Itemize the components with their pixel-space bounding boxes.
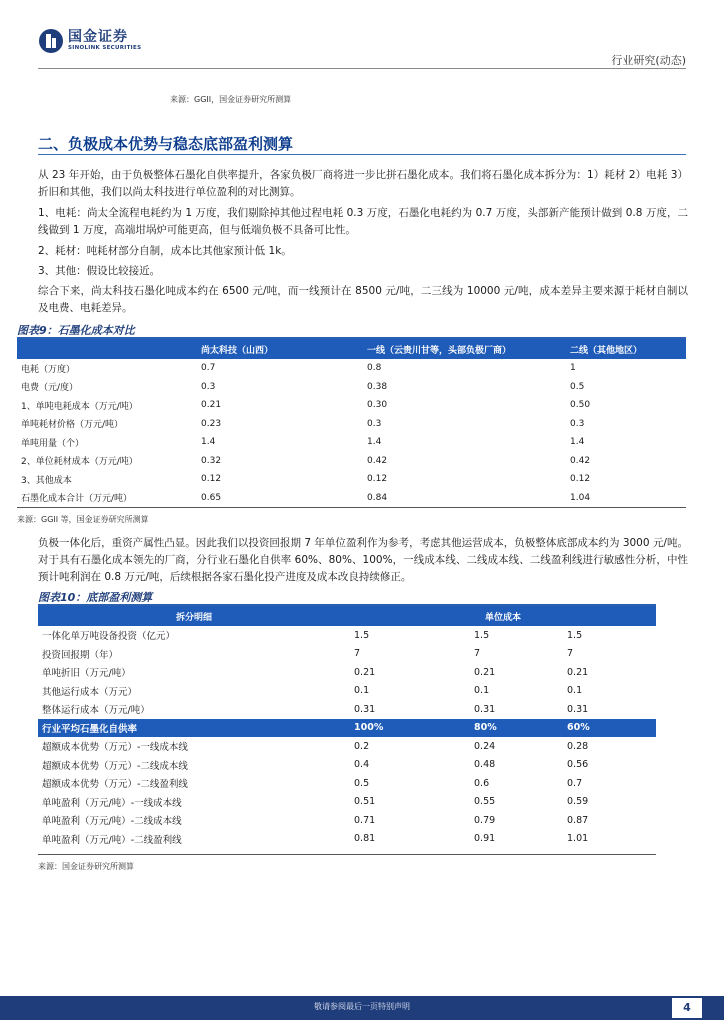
- table-cell: 其他运行成本（万元）: [42, 686, 138, 698]
- table-cell: 超额成本优势（万元）-一线成本线: [42, 742, 188, 754]
- table-cell: 0.42: [570, 455, 591, 466]
- table-row: [38, 682, 656, 701]
- table-row: [38, 737, 656, 756]
- table-cell: 0.84: [367, 492, 388, 503]
- table-cell: 0.59: [567, 796, 589, 808]
- figure10-source: 来源：国金证券研究所测算: [38, 862, 134, 871]
- table-cell: 0.28: [567, 740, 589, 752]
- table-header-cell: 拆分明细: [38, 606, 350, 626]
- table-header-cell: 尚太科技（山西）: [197, 339, 363, 359]
- table-cell: 1: [570, 363, 576, 374]
- figure10-title: 图表10：底部盈利测算: [38, 591, 153, 604]
- table-cell: 单吨盈利（万元/吨）-一线成本线: [42, 797, 182, 809]
- table-row: [38, 811, 656, 830]
- paragraph-other: 3、其他：假设比较接近。: [38, 265, 161, 277]
- table-cell: 单吨折旧（万元/吨）: [42, 668, 131, 680]
- table-cell: 0.55: [474, 796, 496, 808]
- table-header-cell: 二线（其他地区）: [566, 339, 686, 359]
- table-cell: 0.31: [474, 703, 496, 715]
- sinolink-logo-icon: [38, 28, 64, 54]
- table-cell: 100%: [350, 719, 470, 738]
- table-cell: 0.31: [354, 703, 376, 715]
- footer-disclaimer-link: 敬请参阅最后一页特别声明: [314, 1002, 410, 1011]
- table-cell: 1.5: [474, 629, 490, 641]
- table-cell: 0.32: [201, 455, 222, 466]
- paragraph-intro: 从 23 年开始，由于负极整体石墨化自供率提升，各家负极厂商将进一步比拼石墨化成本。我们将石墨化成本拆分为：1）耗材 2）电耗 3）折旧和其他，我们以尚太科技进行单位盈利的对比测算。: [38, 169, 688, 198]
- table-cell: 单吨耗材价格（万元/吨）: [21, 420, 124, 431]
- page-number: 4: [672, 998, 702, 1018]
- table-row: [17, 378, 686, 397]
- table-cell: 0.6: [474, 777, 490, 789]
- table-cell: 0.4: [354, 759, 370, 771]
- table-row: [38, 793, 656, 812]
- table-cell: 1.4: [367, 437, 382, 448]
- table-cell: 7: [474, 648, 481, 660]
- figure9-title: 图表9：石墨化成本对比: [17, 324, 135, 337]
- table-cell: 0.12: [570, 474, 591, 485]
- table-cell: 单吨盈利（万元/吨）-二线成本线: [42, 816, 182, 828]
- header-divider: [38, 68, 686, 69]
- table-cell: 1.04: [570, 492, 591, 503]
- table-cell: 0.21: [354, 666, 376, 678]
- page-header: [0, 0, 724, 70]
- table-cell: 0.3: [201, 381, 216, 392]
- table-row: [17, 470, 686, 489]
- table-cell: 整体运行成本（万元/吨）: [42, 705, 150, 717]
- table-cell: 0.79: [474, 814, 496, 826]
- section-divider: [38, 154, 686, 155]
- table-cell: 1.5: [567, 629, 583, 641]
- table-row: [17, 415, 686, 434]
- table-cell: 0.38: [367, 381, 388, 392]
- paragraph-summary: 综合下来，尚太科技石墨化吨成本约在 6500 元/吨，而一线预计在 8500 元/吨，二三线为 10000 元/吨，成本差异主要来源于耗材自制以及电费、电耗差异。: [38, 285, 688, 314]
- table-cell: 0.21: [474, 666, 496, 678]
- table-cell: 0.31: [567, 703, 589, 715]
- table-cell: 投资回报期（年）: [42, 649, 119, 661]
- table-cell: 0.71: [354, 814, 376, 826]
- company-logo: [38, 28, 141, 54]
- table-cell: 一体化单万吨设备投资（亿元）: [42, 631, 176, 643]
- table-cell: 0.12: [201, 474, 222, 485]
- table-header-cell: 单位成本: [350, 606, 656, 626]
- table-cell: 0.5: [570, 381, 585, 392]
- table-row: [38, 626, 656, 645]
- paragraph-electricity: 1、电耗：尚太全流程电耗约为 1 万度，我们剔除掉其他过程电耗 0.3 万度，石墨化电耗约为 0.7 万度，头部新产能预计做到 0.8 万度，二线做到 1 万度，高端坩埚炉可能更高，但与低端负极不具备可比性。: [38, 207, 688, 236]
- logo-name-cn: 国金证券: [68, 29, 128, 46]
- table-cell: 3、其他成本: [21, 475, 72, 486]
- table-cell: 0.48: [474, 759, 496, 771]
- table-cell: 1.01: [567, 833, 589, 845]
- table-cell: 1、单吨电耗成本（万元/吨）: [21, 401, 138, 412]
- table-cell: 0.7: [567, 777, 583, 789]
- table-cell: 0.24: [474, 740, 496, 752]
- table-cell: 0.56: [567, 759, 589, 771]
- figure9-source: 来源：GGII 等，国金证券研究所测算: [17, 515, 149, 524]
- table-header-row: [38, 606, 656, 626]
- table-cell: 60%: [563, 719, 656, 738]
- bottom-profit-table: [38, 606, 656, 848]
- table-row: [17, 359, 686, 378]
- table-header-cell: [17, 339, 197, 359]
- table-row: [17, 433, 686, 452]
- table-cell: 0.3: [570, 418, 585, 429]
- report-type: 行业研究(动态): [611, 54, 686, 67]
- table-cell: 单吨盈利（万元/吨）-二线盈利线: [42, 834, 182, 846]
- table-cell: 7: [354, 648, 361, 660]
- table-cell: 电耗（万度）: [21, 364, 76, 375]
- graphitization-cost-table: [17, 339, 686, 507]
- table-cell: 0.1: [354, 685, 370, 697]
- table-cell: 0.21: [567, 666, 589, 678]
- table-cell: 电费（元/度）: [21, 383, 79, 394]
- table-row: [17, 452, 686, 471]
- table-cell: 0.21: [201, 400, 222, 411]
- table-cell: 0.1: [567, 685, 583, 697]
- table-cell: 0.8: [367, 363, 382, 374]
- table-row: [17, 489, 686, 508]
- source-note-top: 来源：GGII，国金证券研究所测算: [170, 95, 292, 104]
- table-cell: 0.3: [367, 418, 382, 429]
- table-row: [17, 396, 686, 415]
- table-header-cell: 一线（云贵川甘等，头部负极厂商）: [363, 339, 566, 359]
- table-cell: 单吨用量（个）: [21, 438, 85, 449]
- figure10-bottom-rule: [38, 854, 656, 855]
- table-cell: 1.5: [354, 629, 370, 641]
- table-cell: 0.81: [354, 833, 376, 845]
- table-cell: 0.5: [354, 777, 370, 789]
- table-cell: 7: [567, 648, 574, 660]
- table-cell: 0.1: [474, 685, 490, 697]
- figure9-bottom-rule: [17, 507, 686, 508]
- table-cell: 2、单位耗材成本（万元/吨）: [21, 457, 138, 468]
- table-cell: 1.4: [201, 437, 216, 448]
- table-cell: 0.65: [201, 492, 222, 503]
- table-cell: 0.51: [354, 796, 376, 808]
- logo-name-en: SINOLINK SECURITIES: [68, 45, 142, 52]
- table-cell: 0.2: [354, 740, 370, 752]
- table-cell: 超额成本优势（万元）-二线盈利线: [42, 779, 188, 791]
- table-cell: 0.87: [567, 814, 589, 826]
- table-cell: 0.30: [367, 400, 388, 411]
- table-cell: 行业平均石墨化自供率: [38, 719, 350, 738]
- table-row: [38, 774, 656, 793]
- table-row: [38, 756, 656, 775]
- section-title: 二、负极成本优势与稳态底部盈利测算: [38, 135, 294, 153]
- table-cell: 0.12: [367, 474, 388, 485]
- table-cell: 0.50: [570, 400, 591, 411]
- table-cell: 80%: [470, 719, 563, 738]
- table-cell: 1.4: [570, 437, 585, 448]
- paragraph-materials: 2、耗材：吨耗材部分自制，成本比其他家预计低 1k。: [38, 245, 292, 257]
- table-highlight-row: [38, 719, 656, 738]
- table-cell: 0.7: [201, 363, 216, 374]
- table-row: [38, 663, 656, 682]
- table-row: [38, 645, 656, 664]
- table-row: [38, 700, 656, 719]
- table-cell: 0.42: [367, 455, 388, 466]
- table-cell: 超额成本优势（万元）-二线成本线: [42, 760, 188, 772]
- table-header-row: [17, 339, 686, 359]
- table-cell: 石墨化成本合计（万元/吨）: [21, 494, 133, 505]
- table-row: [38, 830, 656, 849]
- table-cell: 0.23: [201, 418, 222, 429]
- table-cell: 0.91: [474, 833, 496, 845]
- paragraph-bottom-profit: 负极一体化后，重资产属性凸显。因此我们以投资回报期 7 年单位盈利作为参考，考虑其他运营成本，负极整体底部成本约为 3000 元/吨。对于具有石墨化成本领先的厂商，分行业石墨化自供率 60%、80%、100%，一线成本线、二线成本线、二线盈利线进行敏感性分析，中性预计吨利润在 0.8 万元/吨，后续根据各家石墨化投产进度及成本改良持续修正。: [38, 537, 688, 583]
